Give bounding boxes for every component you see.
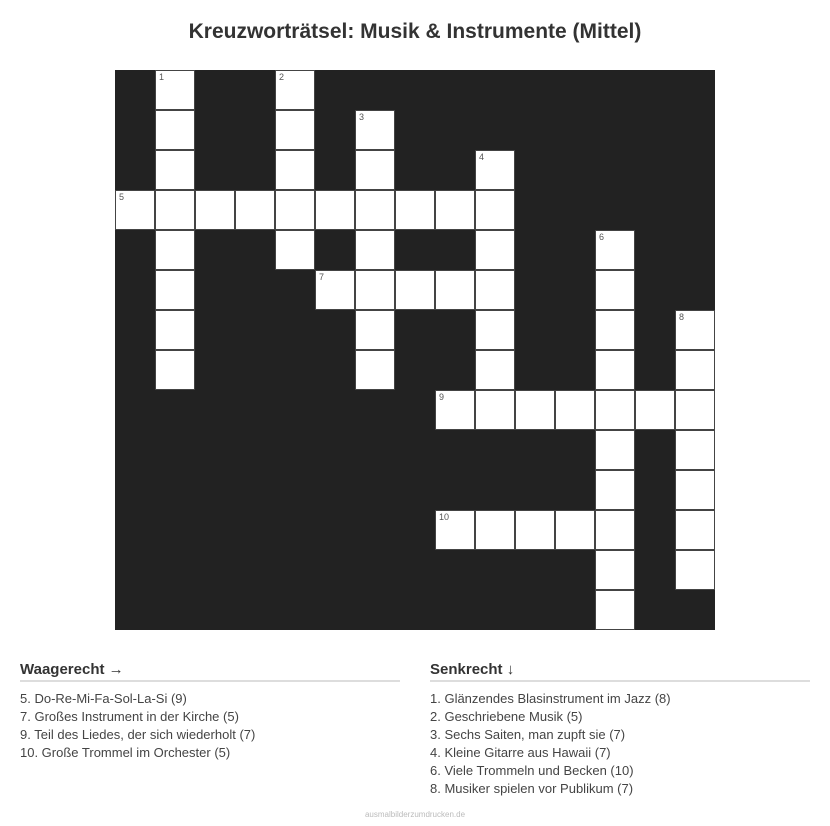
grid-cell[interactable]: [675, 390, 715, 430]
grid-cell[interactable]: [595, 590, 635, 630]
clue-item: 3. Sechs Saiten, man zupft sie (7): [430, 727, 626, 742]
grid-cell[interactable]: [275, 110, 315, 150]
grid-cell[interactable]: [595, 510, 635, 550]
clue-item: 4. Kleine Gitarre aus Hawaii (7): [430, 745, 611, 760]
across-clue-list: [20, 690, 400, 762]
grid-cell[interactable]: [475, 230, 515, 270]
clue-item: 7. Großes Instrument in der Kirche (5): [20, 709, 239, 724]
grid-cell[interactable]: [595, 350, 635, 390]
across-clues-section: [20, 661, 400, 762]
grid-cell[interactable]: [275, 70, 315, 110]
grid-cell[interactable]: [355, 270, 395, 310]
grid-cell[interactable]: [595, 550, 635, 590]
grid-cell[interactable]: [195, 190, 235, 230]
grid-cell[interactable]: [675, 550, 715, 590]
grid-cell[interactable]: [475, 190, 515, 230]
clue-number: 9: [439, 392, 445, 402]
grid-cell[interactable]: [675, 470, 715, 510]
grid-cell[interactable]: [435, 510, 475, 550]
grid-cell[interactable]: [475, 390, 515, 430]
grid-cell[interactable]: [435, 390, 475, 430]
clue-number: 3: [359, 112, 365, 122]
page-title: Kreuzworträtsel: Musik & Instrumente (Mittel): [188, 20, 642, 43]
clue-number: 7: [319, 272, 325, 282]
clue-number: 5: [119, 192, 125, 202]
grid-cell[interactable]: [435, 190, 475, 230]
grid-cell[interactable]: [635, 390, 675, 430]
clue-number: 8: [679, 312, 685, 322]
grid-cell[interactable]: [155, 230, 195, 270]
grid-cell[interactable]: [355, 230, 395, 270]
grid-cell[interactable]: [675, 430, 715, 470]
grid-cell[interactable]: [235, 190, 275, 230]
clue-number: 6: [599, 232, 605, 242]
grid-cell[interactable]: [355, 310, 395, 350]
clue-item: 1. Glänzendes Blasinstrument im Jazz (8): [430, 691, 671, 706]
grid-cell[interactable]: [475, 350, 515, 390]
clue-number: 1: [159, 72, 165, 82]
clue-item: 9. Teil des Liedes, der sich wiederholt (7): [20, 727, 256, 742]
grid-cell[interactable]: [275, 150, 315, 190]
grid-cell[interactable]: [315, 190, 355, 230]
grid-cell[interactable]: [475, 270, 515, 310]
grid-cell[interactable]: [395, 190, 435, 230]
clue-number: 10: [439, 512, 450, 522]
grid-cell[interactable]: [595, 230, 635, 270]
grid-cell[interactable]: [115, 190, 155, 230]
grid-cell[interactable]: [435, 270, 475, 310]
grid-cell[interactable]: [595, 430, 635, 470]
grid-cell[interactable]: [275, 230, 315, 270]
clue-item: 2. Geschriebene Musik (5): [430, 709, 583, 724]
grid-cell[interactable]: [595, 390, 635, 430]
grid-cell[interactable]: [355, 150, 395, 190]
down-clue-list: [430, 690, 810, 798]
clue-item: 5. Do-Re-Mi-Fa-Sol-La-Si (9): [20, 691, 187, 706]
grid-cell[interactable]: [475, 150, 515, 190]
down-heading: Senkrecht ↓: [430, 661, 810, 682]
grid-cell[interactable]: [595, 270, 635, 310]
grid-cell[interactable]: [355, 110, 395, 150]
grid-cell[interactable]: [155, 270, 195, 310]
grid-cell[interactable]: [475, 310, 515, 350]
grid-cell[interactable]: [355, 350, 395, 390]
grid-cell[interactable]: [595, 470, 635, 510]
crossword-grid: [115, 70, 715, 630]
clue-item: 6. Viele Trommeln und Becken (10): [430, 763, 634, 778]
grid-cell[interactable]: [155, 190, 195, 230]
grid-cell[interactable]: [555, 390, 595, 430]
clue-item: 8. Musiker spielen vor Publikum (7): [430, 781, 634, 796]
across-heading: Waagerecht →: [20, 661, 400, 682]
grid-cell[interactable]: [155, 70, 195, 110]
grid-cell[interactable]: [555, 510, 595, 550]
grid-cell[interactable]: [675, 350, 715, 390]
grid-cell[interactable]: [355, 190, 395, 230]
grid-cell[interactable]: [595, 310, 635, 350]
down-clues-section: [430, 661, 810, 798]
clue-number: 4: [479, 152, 485, 162]
grid-cell[interactable]: [155, 110, 195, 150]
grid-cell[interactable]: [475, 510, 515, 550]
grid-cell[interactable]: [315, 270, 355, 310]
clue-number: 2: [279, 72, 285, 82]
grid-cell[interactable]: [515, 510, 555, 550]
clue-item: 10. Große Trommel im Orchester (5): [20, 745, 231, 760]
grid-cell[interactable]: [395, 270, 435, 310]
grid-cell[interactable]: [275, 190, 315, 230]
grid-cell[interactable]: [155, 350, 195, 390]
grid-cell[interactable]: [675, 510, 715, 550]
grid-cell[interactable]: [675, 310, 715, 350]
grid-cell[interactable]: [155, 150, 195, 190]
grid-cell[interactable]: [515, 390, 555, 430]
grid-cell[interactable]: [155, 310, 195, 350]
footer-credit: ausmalbilderzumdrucken.de: [364, 810, 466, 819]
